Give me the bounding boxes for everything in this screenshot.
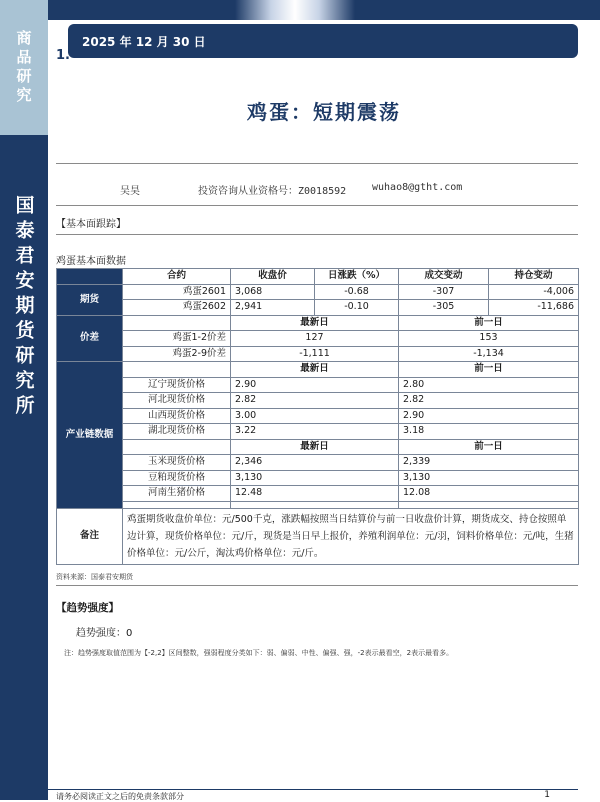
spot-prev: 3.18	[399, 424, 579, 440]
page-title: 鸡蛋：短期震荡	[247, 100, 401, 124]
trend-strength: 趋势强度：0	[76, 628, 133, 639]
prev-day-label: 前一日	[399, 362, 579, 378]
table-row	[57, 284, 579, 300]
feed-latest: 12.48	[231, 486, 399, 502]
spot-prev: 2.90	[399, 408, 579, 424]
feed-latest: 3,130	[231, 470, 399, 486]
table-row	[57, 331, 579, 347]
spread-prev: 153	[399, 331, 579, 347]
latest-day-label: 最新日	[231, 362, 399, 378]
section-number: 1.	[56, 48, 70, 63]
spot-prev: 2.82	[399, 393, 579, 409]
sidebar-category-label: 商品研究	[14, 29, 33, 106]
spread-prev: -1,134	[399, 346, 579, 362]
author-name: 吴昊	[120, 186, 140, 197]
report-date: 2025 年 12 月 30 日	[82, 34, 206, 49]
table-subheader-row	[57, 315, 579, 331]
category-spread: 价差	[57, 315, 123, 362]
table-row	[57, 486, 579, 502]
date-banner	[68, 24, 578, 58]
table-header-row	[57, 269, 579, 285]
blank-cell	[399, 501, 579, 508]
blank-cell	[123, 362, 231, 378]
blank-cell	[123, 501, 231, 508]
trend-heading: 【趋势强度】	[56, 602, 119, 614]
table-row	[57, 408, 579, 424]
author-divider	[56, 205, 578, 206]
table-row	[57, 455, 579, 471]
table-title: 鸡蛋基本面数据	[56, 256, 126, 267]
header-decoration	[235, 0, 355, 20]
blank-cell	[123, 315, 231, 331]
feed-latest: 2,346	[231, 455, 399, 471]
volume-value: -305	[399, 300, 489, 316]
table-row	[57, 393, 579, 409]
feed-prev: 2,339	[399, 455, 579, 471]
spot-prev: 2.80	[399, 377, 579, 393]
change-value: -0.10	[315, 300, 399, 316]
table-subheader-row	[57, 439, 579, 455]
feed-prev: 3,130	[399, 470, 579, 486]
source-divider	[56, 585, 578, 586]
spot-name: 辽宁现货价格	[123, 377, 231, 393]
table-row	[57, 470, 579, 486]
spread-name: 鸡蛋1-2价差	[123, 331, 231, 347]
title-divider	[56, 163, 578, 164]
table-row	[57, 501, 579, 508]
feed-name: 玉米现货价格	[123, 455, 231, 471]
oi-value: -4,006	[489, 284, 579, 300]
spot-name: 山西现货价格	[123, 408, 231, 424]
feed-name: 豆粕现货价格	[123, 470, 231, 486]
spot-latest: 2.90	[231, 377, 399, 393]
blank-cell	[231, 501, 399, 508]
header-volume-change: 成交变动	[399, 269, 489, 285]
spot-latest: 3.00	[231, 408, 399, 424]
footer-disclaimer: 请务必阅读正文之后的免责条款部分	[56, 792, 184, 801]
table-subheader-row	[57, 362, 579, 378]
category-futures: 期货	[57, 284, 123, 315]
header-contract: 合约	[123, 269, 231, 285]
feed-prev: 12.08	[399, 486, 579, 502]
fundamental-divider	[56, 234, 578, 235]
table-row	[57, 377, 579, 393]
author-qualification: 投资咨询从业资格号：Z0018592	[198, 186, 347, 197]
header-daily-change: 日涨跌（%）	[315, 269, 399, 285]
notes-row	[57, 508, 579, 564]
spot-latest: 2.82	[231, 393, 399, 409]
spot-latest: 3.22	[231, 424, 399, 440]
prev-day-label: 前一日	[399, 439, 579, 455]
sidebar-institute-label: 国泰君安期货研究所	[12, 195, 35, 420]
header-corner	[57, 269, 123, 285]
oi-value: -11,686	[489, 300, 579, 316]
sidebar-category	[0, 0, 48, 135]
contract-name: 鸡蛋2601	[123, 284, 231, 300]
prev-day-label: 前一日	[399, 315, 579, 331]
footer-divider	[48, 789, 578, 790]
header-close: 收盘价	[231, 269, 315, 285]
spread-latest: 127	[231, 331, 399, 347]
header-oi-change: 持仓变动	[489, 269, 579, 285]
spread-latest: -1,111	[231, 346, 399, 362]
sidebar-institute	[0, 135, 48, 800]
category-industry: 产业链数据	[57, 362, 123, 509]
trend-note: 注：趋势强度取值范围为【-2,2】区间整数，强弱程度分类如下：弱、偏弱、中性、偏强、强，-2表示最看空，2表示最看多。	[64, 649, 454, 657]
feed-name: 河南生猪价格	[123, 486, 231, 502]
spot-name: 河北现货价格	[123, 393, 231, 409]
notes-text: 鸡蛋期货收盘价单位：元/500千克，涨跌幅按照当日结算价与前一日收盘价计算，期货成交、持仓按照单边计算，现货价格单位：元/斤，现货是当日早上报价，养殖利润单位：元/羽，饲料价格单位：元/吨，生猪价格单位：元/公斤，淘汰鸡价格单位：元/斤。	[123, 508, 579, 564]
data-source: 资料来源：国泰君安期货	[56, 573, 133, 581]
notes-label: 备注	[57, 508, 123, 564]
latest-day-label: 最新日	[231, 315, 399, 331]
fundamental-heading: 【基本面跟踪】	[56, 219, 126, 230]
table-row	[57, 424, 579, 440]
table-row	[57, 346, 579, 362]
blank-cell	[123, 439, 231, 455]
table-row	[57, 300, 579, 316]
close-value: 2,941	[231, 300, 315, 316]
egg-fundamentals-table	[56, 268, 579, 565]
close-value: 3,068	[231, 284, 315, 300]
spot-name: 湖北现货价格	[123, 424, 231, 440]
latest-day-label: 最新日	[231, 439, 399, 455]
change-value: -0.68	[315, 284, 399, 300]
volume-value: -307	[399, 284, 489, 300]
page-number: 1	[544, 790, 550, 800]
spread-name: 鸡蛋2-9价差	[123, 346, 231, 362]
author-email[interactable]: wuhao8@gtht.com	[372, 182, 463, 193]
contract-name: 鸡蛋2602	[123, 300, 231, 316]
